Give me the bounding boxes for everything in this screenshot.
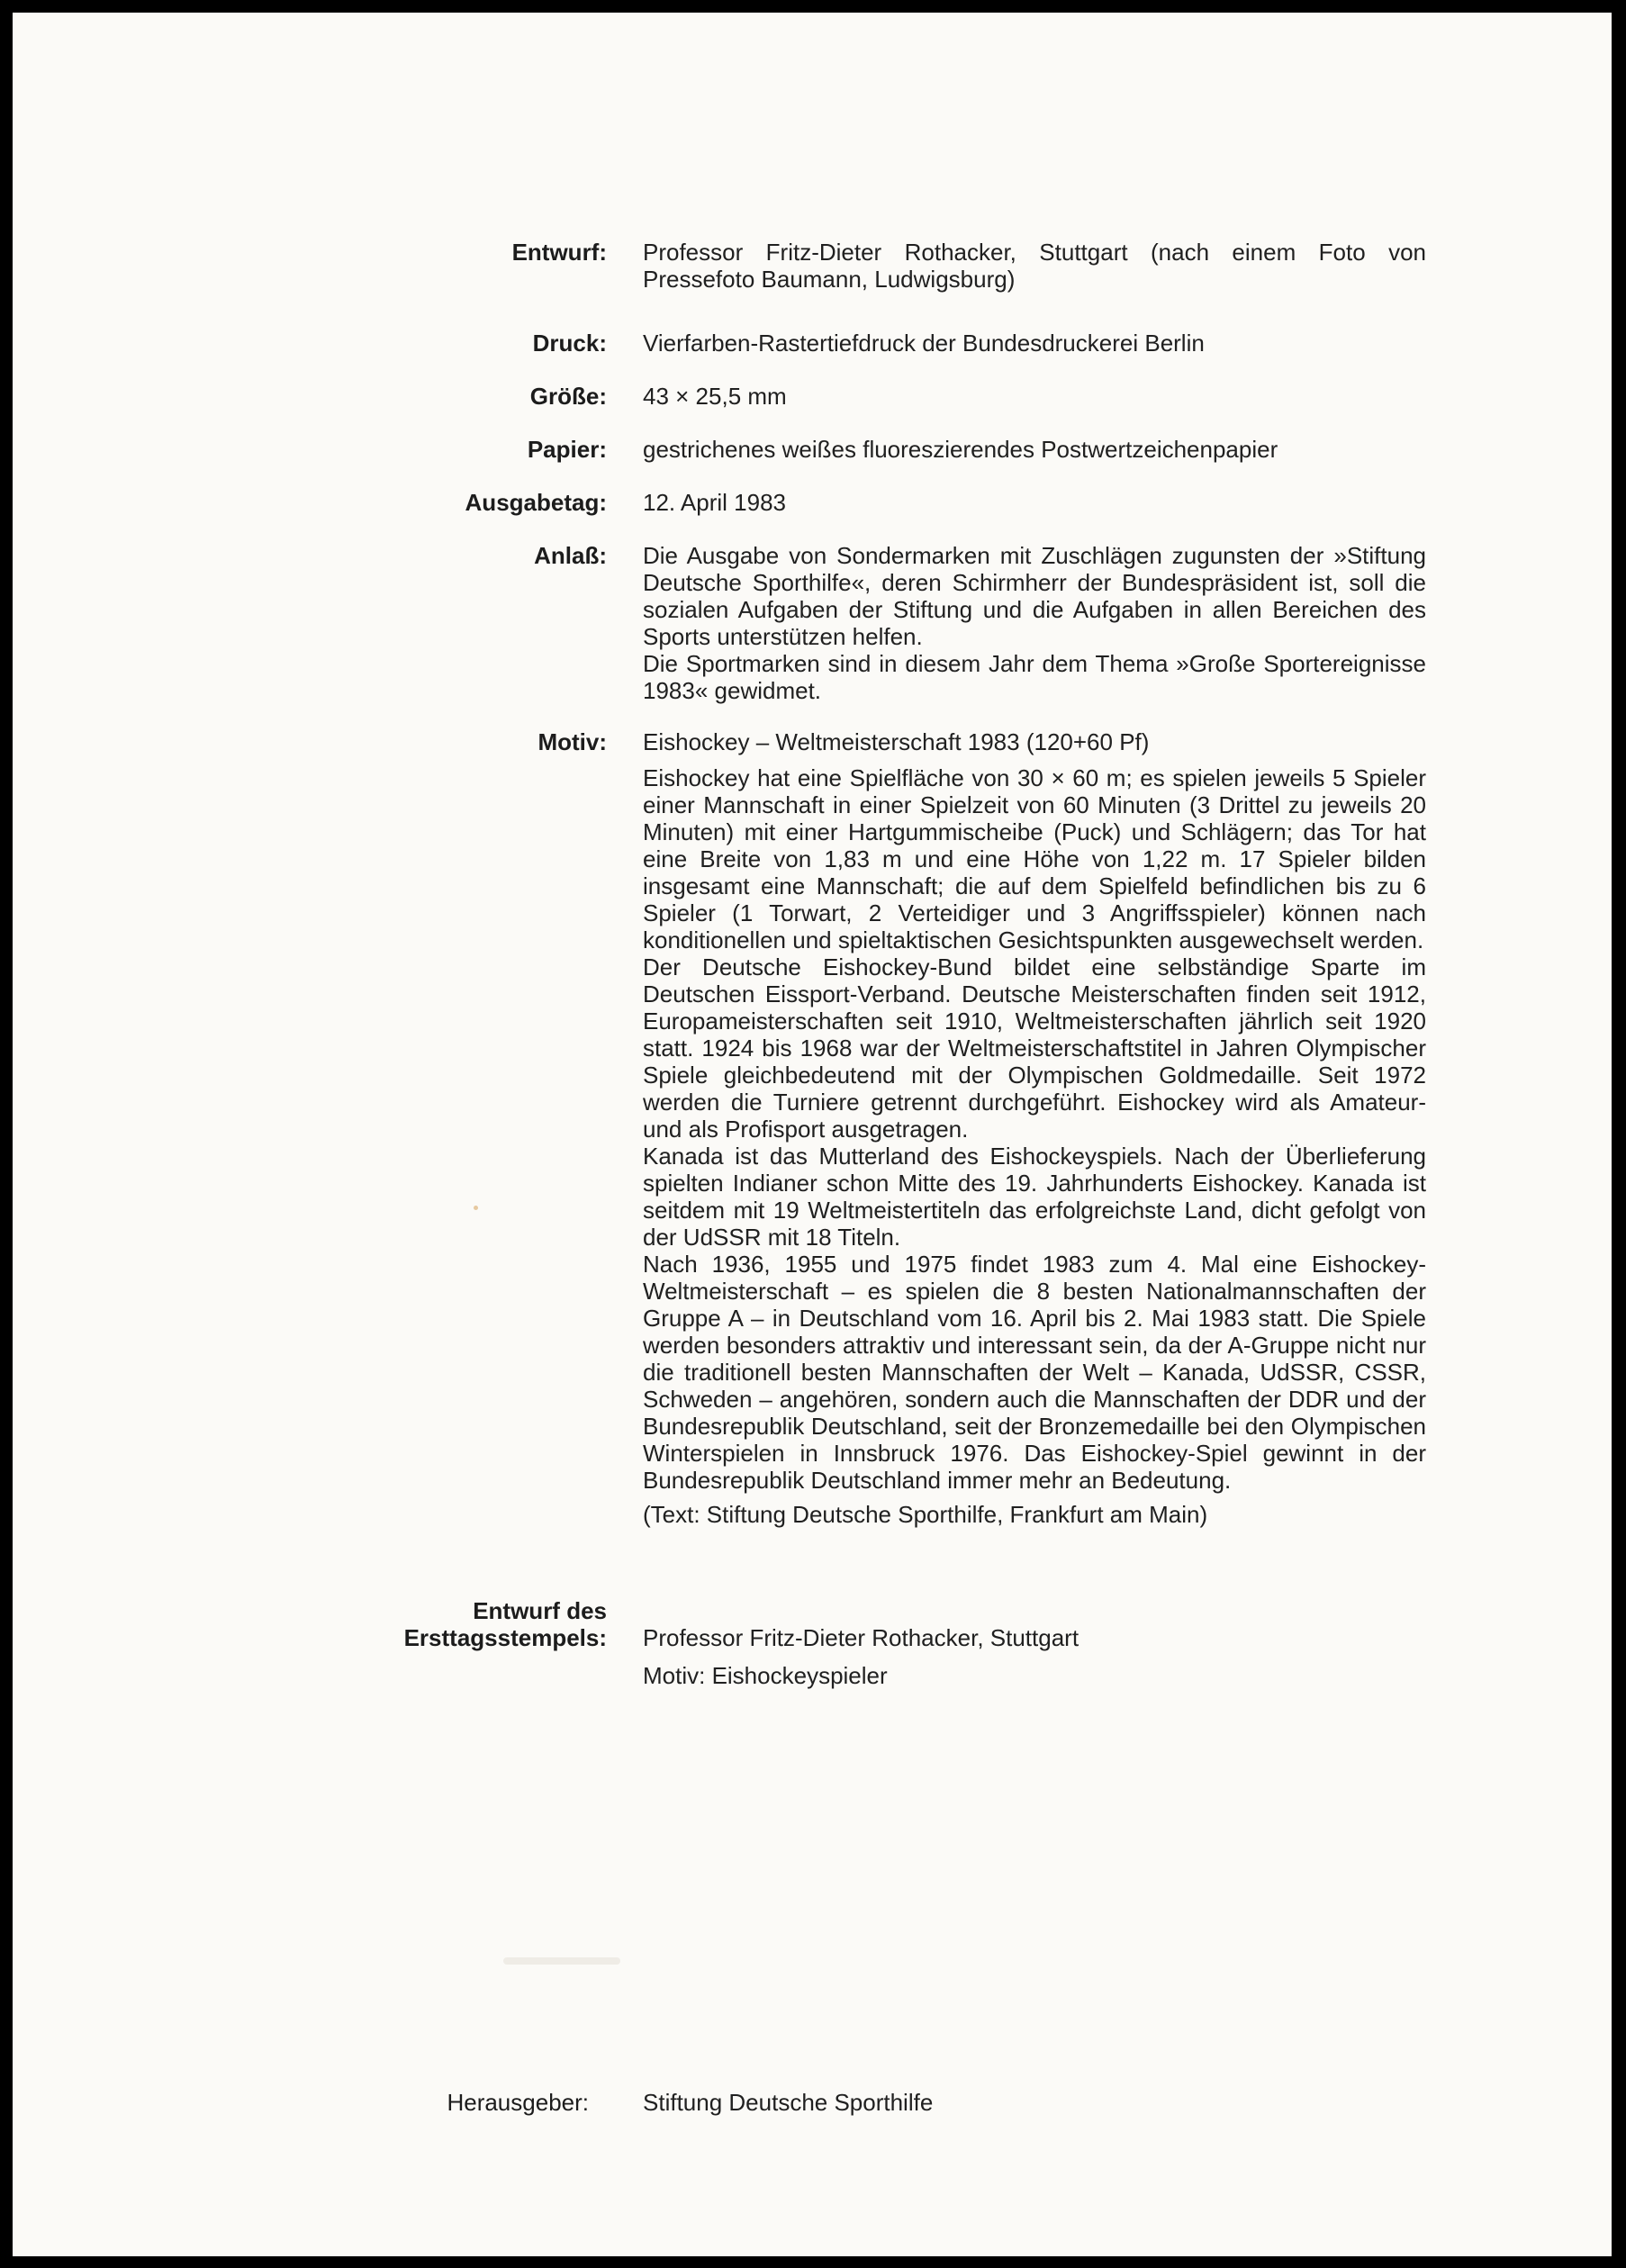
motiv-paragraph-4: Nach 1936, 1955 und 1975 findet 1983 zum 4. Mal eine Eishockey-Weltmeisterschaft – es spielen die 8 besten Nationalmannschaften der Gruppe A – in Deutschland vom 16. April bis 2. Mai 1983 statt. Die Spiele werden besonders attraktiv und interessant sein, da der A-Gruppe nicht nur die traditionell besten Mannschaften der Welt – Kanada, UdSSR, CSSR, Schweden – angehören, sondern auch die Mannschaften der DDR und der Bundesrepublik Deutschland, seit der Bronzemedaille bei den Olympischen Winterspielen in Innsbruck 1976. Das Eishockey-Spiel gewinnt in der Bundesrepublik Deutschland immer mehr an Bedeutung. bbox=[643, 1251, 1426, 1494]
value-druck: Vierfarben-Rastertiefdruck der Bundesdruckerei Berlin bbox=[643, 330, 1205, 357]
ersttagsstempel-motiv: Motiv: Eishockeyspieler bbox=[643, 1662, 888, 1689]
anlass-paragraph-1: Die Ausgabe von Sondermarken mit Zuschlägen zugunsten der »Stiftung Deutsche Sporthilfe«, deren Schirmherr der Bundespräsident ist, soll die sozialen Aufgaben der Stiftung und die Aufgaben in allen Bereichen des Sports unterstützen helfen. bbox=[643, 542, 1426, 650]
label-papier: Papier: bbox=[527, 436, 607, 463]
ersttagsstempel-designer: Professor Fritz-Dieter Rothacker, Stuttgart bbox=[643, 1624, 1079, 1651]
motiv-paragraph-2: Der Deutsche Eishockey-Bund bildet eine selbständige Sparte im Deutschen Eissport-Verband. Deutsche Meisterschaften finden seit 1912, Europameisterschaften seit 1910, Weltmeisterschaften jährlich seit 1920 statt. 1924 bis 1968 war der Weltmeisterschaftstitel in Jahren Olympischer Spiele gleichbedeutend mit der Olympischen Goldmedaille. Seit 1972 werden die Turniere getrennt durchgeführt. Eishockey wird als Amateur- und als Profisport ausgetragen. bbox=[643, 953, 1426, 1143]
motiv-paragraph-1: Eishockey hat eine Spielfläche von 30 × 60 m; es spielen jeweils 5 Spieler einer Mannschaft in einer Spielzeit von 60 Minuten (3 Drittel zu jeweils 20 Minuten) mit einer Hartgummischeibe (Puck) und Schlägern; das Tor hat eine Breite von 1,83 m und eine Höhe von 1,22 m. 17 Spieler bilden insgesamt eine Mannschaft; die auf dem Spielfeld befindlichen bis zu 6 Spieler (1 Torwart, 2 Verteidiger und 3 Angriffsspieler) können nach konditionellen und spieltaktischen Gesichtspunkten ausgewechselt werden. bbox=[643, 764, 1426, 953]
motiv-heading: Eishockey – Weltmeisterschaft 1983 (120+60 Pf) bbox=[643, 728, 1150, 755]
label-ausgabetag: Ausgabetag: bbox=[465, 489, 607, 516]
label-groesse: Größe: bbox=[529, 383, 607, 410]
label-herausgeber: Herausgeber: bbox=[447, 2089, 589, 2116]
label-druck: Druck: bbox=[532, 330, 607, 357]
label-anlass: Anlaß: bbox=[534, 542, 607, 569]
value-ausgabetag: 12. April 1983 bbox=[643, 489, 787, 516]
value-anlass bbox=[643, 542, 1426, 704]
motiv-paragraph-3: Kanada ist das Mutterland des Eishockeyspiels. Nach der Überlieferung spielten Indianer schon Mitte des 19. Jahrhunderts Eishockey. Kanada ist seitdem mit 19 Weltmeistertiteln das erfolgreichste Land, dicht gefolgt von der UdSSR mit 18 Titeln. bbox=[643, 1143, 1426, 1251]
paper-smudge bbox=[503, 1957, 620, 1965]
value-entwurf: Professor Fritz-Dieter Rothacker, Stuttgart (nach einem Foto von Pressefoto Baumann, Ludwigsburg) bbox=[643, 239, 1426, 293]
document-sheet bbox=[13, 13, 1612, 2256]
motiv-source: (Text: Stiftung Deutsche Sporthilfe, Frankfurt am Main) bbox=[643, 1501, 1208, 1528]
label-motiv: Motiv: bbox=[537, 728, 607, 755]
label-ersttagsstempel-line2: Ersttagsstempels: bbox=[403, 1624, 607, 1651]
value-groesse: 43 × 25,5 mm bbox=[643, 383, 787, 410]
label-ersttagsstempel-line1: Entwurf des bbox=[473, 1597, 607, 1624]
value-herausgeber: Stiftung Deutsche Sporthilfe bbox=[643, 2089, 934, 2116]
value-papier: gestrichenes weißes fluoreszierendes Postwertzeichenpapier bbox=[643, 436, 1278, 463]
label-ersttagsstempel bbox=[13, 1597, 607, 1651]
label-entwurf: Entwurf: bbox=[511, 239, 607, 266]
value-motiv bbox=[643, 728, 1426, 1528]
paper-speck bbox=[474, 1206, 478, 1210]
value-ersttagsstempel bbox=[643, 1624, 1426, 1689]
anlass-paragraph-2: Die Sportmarken sind in diesem Jahr dem Thema »Große Sportereignisse 1983« gewidmet. bbox=[643, 650, 1426, 704]
